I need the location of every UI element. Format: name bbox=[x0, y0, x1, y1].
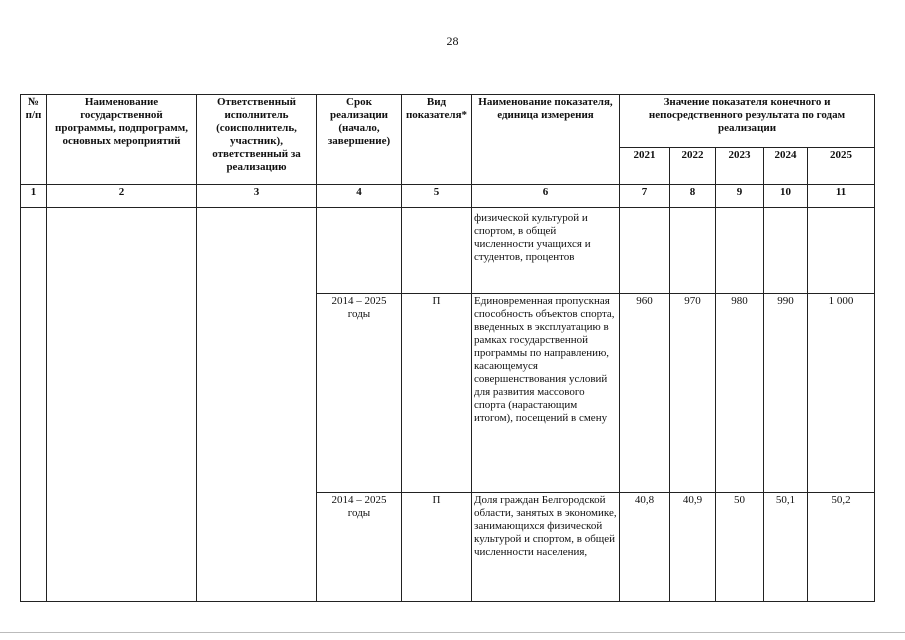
column-number: 11 bbox=[808, 185, 875, 208]
cell-value: 1 000 bbox=[808, 294, 875, 493]
cell-value: 50,2 bbox=[808, 493, 875, 602]
header-period: Срок реализации (начало, завершение) bbox=[317, 95, 402, 185]
cell-value: 50 bbox=[716, 493, 764, 602]
header-year: 2022 bbox=[670, 148, 716, 185]
cell-program-empty bbox=[47, 208, 197, 602]
cell-value bbox=[620, 208, 670, 294]
column-number: 4 bbox=[317, 185, 402, 208]
cell-value bbox=[808, 208, 875, 294]
column-number: 6 bbox=[472, 185, 620, 208]
cell-value: 960 bbox=[620, 294, 670, 493]
header-values-group: Значение показателя конечного и непосредственного результата по годам реализации bbox=[620, 95, 875, 148]
column-number: 2 bbox=[47, 185, 197, 208]
cell-num-empty bbox=[21, 208, 47, 602]
header-row bbox=[21, 95, 875, 148]
header-program: Наименование государственной программы, подпрограмм, основных мероприятий bbox=[47, 95, 197, 185]
table-row bbox=[21, 208, 875, 294]
column-number: 5 bbox=[402, 185, 472, 208]
cell-value: 990 bbox=[764, 294, 808, 493]
cell-indicator: физической культурой и спортом, в общей численности учащихся и студентов, процентов bbox=[472, 208, 620, 294]
cell-period: 2014 – 2025 годы bbox=[317, 294, 402, 493]
page-bottom-rule bbox=[0, 632, 905, 633]
cell-indicator: Единовременная пропускная способность объектов спорта, введенных в эксплуатацию в рамках государственной программы по направлению, касающемуся совершенствования условий для развития массового спорта (нарастающим итогом), посещений в смену bbox=[472, 294, 620, 493]
cell-value bbox=[670, 208, 716, 294]
cell-value: 980 bbox=[716, 294, 764, 493]
column-number: 7 bbox=[620, 185, 670, 208]
header-kind: Вид показателя* bbox=[402, 95, 472, 185]
column-numbers-row bbox=[21, 185, 875, 208]
cell-kind: П bbox=[402, 493, 472, 602]
cell-kind: П bbox=[402, 294, 472, 493]
cell-period: 2014 – 2025 годы bbox=[317, 493, 402, 602]
header-year: 2024 bbox=[764, 148, 808, 185]
column-number: 8 bbox=[670, 185, 716, 208]
column-number: 9 bbox=[716, 185, 764, 208]
cell-indicator: Доля граждан Белгородской области, занятых в экономике, занимающихся физической культурой и спортом, в общей численности населения, bbox=[472, 493, 620, 602]
column-number: 3 bbox=[197, 185, 317, 208]
cell-executor-empty bbox=[197, 208, 317, 602]
cell-value: 970 bbox=[670, 294, 716, 493]
header-year: 2025 bbox=[808, 148, 875, 185]
header-num: № п/п bbox=[21, 95, 47, 185]
column-number: 10 bbox=[764, 185, 808, 208]
cell-value: 50,1 bbox=[764, 493, 808, 602]
cell-value bbox=[716, 208, 764, 294]
page-number: 28 bbox=[446, 34, 459, 48]
cell-value: 40,8 bbox=[620, 493, 670, 602]
header-indicator: Наименование показателя, единица измерения bbox=[472, 95, 620, 185]
header-year: 2021 bbox=[620, 148, 670, 185]
column-number: 1 bbox=[21, 185, 47, 208]
cell-value: 40,9 bbox=[670, 493, 716, 602]
header-year: 2023 bbox=[716, 148, 764, 185]
header-executor: Ответственный исполнитель (соисполнитель, участник), ответственный за реализацию bbox=[197, 95, 317, 185]
indicators-table bbox=[20, 94, 875, 602]
cell-value bbox=[764, 208, 808, 294]
cell-kind bbox=[402, 208, 472, 294]
cell-period bbox=[317, 208, 402, 294]
